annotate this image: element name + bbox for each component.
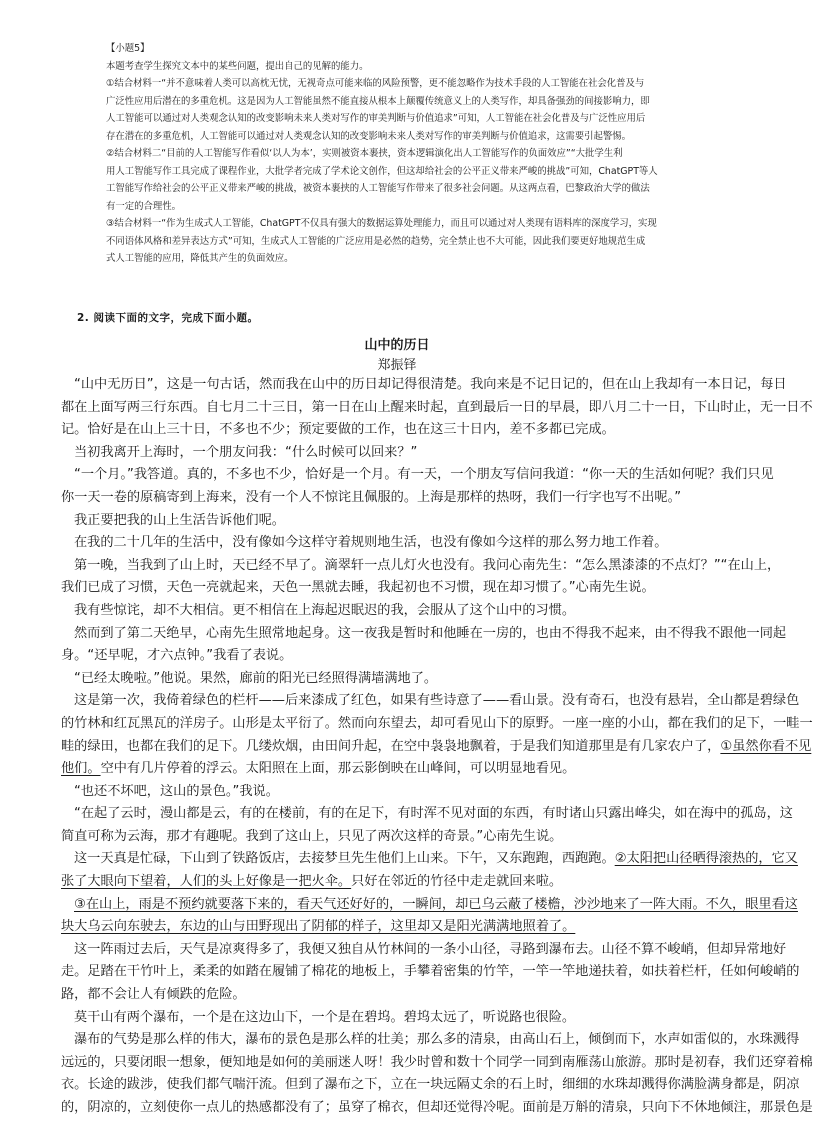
analysis-line: 用人工智能写作工具完成了课程作业，大批学者完成了学术论文创作，但这却给社会的公平正义带来严峻的挑战”可知，ChatGPT等人 [106,165,658,177]
text-line: 我们已成了习惯，天色一亮就起来，天色一黑就去睡，我起初也不习惯，现在却习惯了。”心南先生说。 [61,580,655,596]
essay-body [61,374,813,1120]
analysis-line: 不同语体风格和差异表达方式”可知，生成式人工智能的广泛应用是必然的趋势，完全禁止也不大可能，因此我们要更好地规范生成 [106,235,646,247]
text-span: 这一天真是忙碌，下山到了铁路饭店，去接梦旦先生他们上山来。下午，又东跑跑，西跑跑。 [74,851,615,867]
essay-author: 郑振铎 [377,358,417,373]
underlined-sentence-1: ①虽然你看不见 [720,738,812,754]
text-line: 然而到了第二天绝早，心南先生照常地起身。这一夜我是暂时和他睡在一房的，也由不得我不起来，由不得我不跟他一同起 [74,625,787,641]
text-line: 当初我离开上海时，一个朋友问我：“什么时候可以回来？” [74,444,418,460]
text-line: 这是第一次，我倚着绿色的栏杆——后来漆成了红色，如果有些诗意了——看山景。没有奇石，也没有悬岩，全山都是碧绿色 [74,693,800,709]
text-line: 路，都不会让人有倾跌的危险。 [61,987,246,1003]
underlined-sentence-1-end: 他们。 [61,761,101,777]
text-span: 畦的绿田，也都在我们的足下。几缕炊烟，由田间升起，在空中袅袅地飘着，于是我们知道那里是有几家农户了， [61,738,721,754]
text-line: 衣。长途的跋涉，使我们都气喘汗流。但到了瀑布之下，立在一块远隔丈余的石上时，细细的水珠却溅得你满脸满身都是，阴凉 [61,1077,800,1093]
text-line: “一个月。”我答道。真的，不多也不少，恰好是一个月。有一天，一个朋友写信问我道：“你一天的生活如何呢？我们只见 [74,467,774,483]
text-line: 第一晚，当我到了山上时，天已经不早了。滴翠轩一点儿灯火也没有。我问心南先生：“怎么黑漆漆的不点灯？”“在山上， [74,557,781,573]
underlined-sentence-3-end: 块大乌云向东驶去，东边的山与田野现出了阴郁的样子，这里却又是阳光满满地照着了。 [61,919,576,935]
text-line: 记。恰好是在山上三十日，不多也不少；预定要做的工作，也在这三十日内，差不多都已完成。 [61,422,615,438]
answer-analysis [106,40,710,268]
analysis-line: ②结合材料二“目前的人工智能写作看似‘以人为本’，实则被资本裹挟，资本逻辑演化出人工智能写作的负面效应”“大批学生利 [106,148,623,159]
underlined-sentence-2-end: 张了大眼向下望着，人们的头上好像是一把火伞。 [61,874,352,890]
text-line: “已经太晚啦。”他说。果然，廊前的阳光已经照得满墙满地了。 [74,670,438,686]
text-line [61,736,812,759]
essay-title: 山中的历日 [364,338,430,353]
text-line [61,848,798,871]
underlined-sentence-3: ③在山上，雨是不预约就要落下来的，看天气还好好的，一瞬间，却已乌云蔽了楼檐，沙沙地来了一阵大雨。不久，眼里看这 [74,896,798,912]
text-line: 身。“还早呢，才六点钟。”我看了表说。 [61,648,293,664]
analysis-line: 存在潜在的多重危机，人工智能可以通过对人类观念认知的改变影响未来人类对写作的审美判断与价值追求，这需要引起警惕。 [106,130,632,142]
text-line: 都在上面写两三行东西。自七月二十三日，第一日在山上醒来时起，直到最后一日的早晨，即八月二十一日，下山时止，无一日不 [61,399,813,415]
analysis-label: 【小题5】 [106,43,150,54]
text-line: 的，阴凉的，立刻使你一点儿的热感都没有了；虽穿了棉衣，但却还觉得冷呢。面前是万斛的清泉，只向下不休地倾注，那景色是 [61,1100,813,1115]
text-line: 这一阵雨过去后，天气是凉爽得多了，我便又独自从竹林间的一条小山径，寻路到瀑布去。山径不算不峻峭，但却异常地好 [74,941,787,957]
text-line: 走。足踏在干竹叶上，柔柔的如踏在履铺了棉花的地板上，手攀着密集的竹竿，一竿一竿地递扶着，如扶着栏杆，任如何峻峭的 [61,964,800,980]
text-line: “在起了云时，漫山都是云，有的在楼前，有的在足下，有时浑不见对面的东西，有时诸山只露出峰尖，如在海中的孤岛，这 [74,806,793,822]
analysis-line: ①结合材料一“并不意味着人类可以高枕无忧，无视奇点可能来临的风险预警，更不能忽略作为技术手段的人工智能在社会化普及与 [106,78,645,89]
analysis-line: 工智能写作给社会的公平正义带来严峻的挑战，被资本裹挟的人工智能写作带来了很多社会问题。从这两点看，巴黎政治大学的做法 [106,183,650,194]
text-line: 你一天一卷的原稿寄到上海来，没有一个人不惊诧且佩服的。上海是那样的热呀，我们一行字也写不出呢。” [61,489,682,505]
text-line: 简直可称为云海，那才有趣呢。我到了这山上，只见了两次这样的奇景。”心南先生说。 [61,828,563,844]
text-span: 空中有几片停着的浮云。太阳照在上面，那云影倒映在山峰间，可以明显地看见。 [100,761,576,777]
text-line: 的竹林和红瓦黑瓦的洋房子。山形是太平衍了。然而向东望去，却可看见山下的原野。一座一座的小山，都在我们的足下，一畦一 [61,715,813,731]
underlined-sentence-2: ②太阳把山径晒得滚热的，它又 [614,851,798,867]
analysis-line: 人工智能可以通过对人类观念认知的改变影响未来人类对写作的审美判断与价值追求”可知，人工智能在社会化普及与广泛性应用后 [106,113,646,124]
question-heading: 2. 阅读下面的文字，完成下面小题。 [77,312,259,324]
analysis-line: 本题考查学生探究文本中的某些问题，提出自己的见解的能力。 [106,60,369,72]
text-line: “山中无历日”，这是一句古话，然而我在山中的历日却记得很清楚。我向来是不记日记的，但在山上我却有一本日记，每日 [74,377,787,392]
text-line: 莫干山有两个瀑布，一个是在这边山下，一个是在碧坞。碧坞太远了，听说路也很险。 [74,1009,576,1025]
text-line: 远远的，只要闭眼一想象，便知地是如何的美丽迷人呀！我少时曾和数十个同学一同到南雁荡山旅游。那时是初春，我们还穿着棉 [61,1054,813,1070]
text-line: 在我的二十几年的生活中，没有像如今这样守着规则地生活，也没有像如今这样的那么努力地工作着。 [74,535,668,551]
text-line [61,871,741,894]
text-span: 只好在邻近的竹径中走走就回来啦。 [351,874,563,890]
analysis-line: 广泛性应用后潜在的多重危机。这是因为人工智能虽然不能直接从根本上颠覆传统意义上的人类写作，却具备强劲的间接影响力，即 [106,95,650,107]
text-line: 我正要把我的山上生活告诉他们呢。 [74,512,285,528]
text-line: 瀑布的气势是那么样的伟大，瀑布的景色是那么样的壮美；那么多的清泉，由高山石上，倾倒而下，水声如雷似的，水珠溅得 [74,1032,800,1048]
analysis-line: ③结合材料一“作为生成式人工智能，ChatGPT不仅具有强大的数据运算处理能力，而且可以通过对人类现有语料库的深度学习，实现 [106,218,657,229]
analysis-line: 有一定的合理性。 [106,200,182,212]
analysis-line: 式人工智能的应用，降低其产生的负面效应。 [106,253,294,264]
text-line [61,758,741,781]
text-line: “也还不坏吧，这山的景色。”我说。 [74,783,279,799]
text-line: 我有些惊诧，却不大相信。更不相信在上海起迟眠迟的我，会服从了这个山中的习惯。 [74,602,576,618]
